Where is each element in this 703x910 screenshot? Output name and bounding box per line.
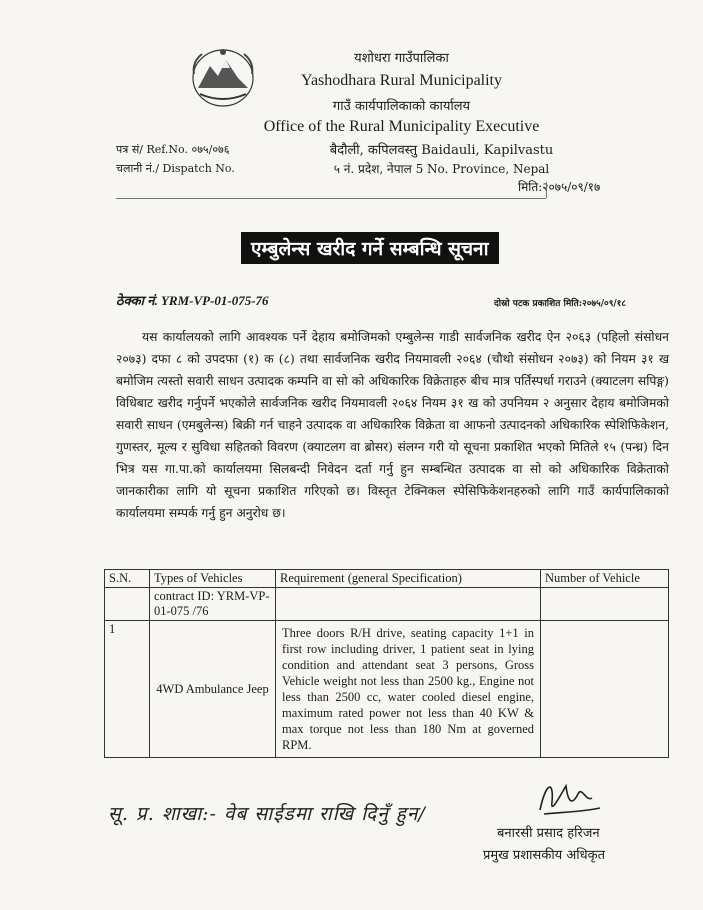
row-number [541,621,669,758]
address-line-2: ५ नं. प्रदेश, नेपाल 5 No. Province, Nepal [333,162,550,176]
header-number: Number of Vehicle [541,570,669,588]
reference-number: पत्र सं/ Ref.No. ०७५/०७६ [116,143,230,156]
header-sn: S.N. [105,570,150,588]
notice-date: मिति:२०७५/०९/१७ [518,180,601,194]
reprint-note: दोस्रो पटक प्रकाशित मिति:२०७५/०९/१८ [494,299,627,309]
vehicle-spec-table [104,569,669,758]
notice-title: एम्बुलेन्स खरीद गर्ने सम्बन्धि सूचना [241,232,499,264]
contract-number: ठेक्का नं. YRM-VP-01-075-76 [116,293,269,308]
handwritten-note: सू. प्र. शाखा:- वेब साईडमा राखि दिनुँ हुन/ [108,803,426,825]
signer-title: प्रमुख प्रशासकीय अधिकृत [483,848,606,863]
row-vehicle-type: 4WD Ambulance Jeep [150,621,276,758]
table-header-row [105,570,669,588]
contract-id-cell: contract ID: YRM-VP- 01-075 /76 [150,588,276,621]
notice-body: यस कार्यालयको लागि आवश्यक पर्ने देहाय बमोजिमको एम्बुलेन्स गाडी सार्वजनिक खरीद ऐन २०६३ (पहिलो संसोधन २०७३) दफा ८ को उपदफा (१) क (८) तथा सार्वजनिक खरीद नियमावली २०६४ (चौथो संसोधन २०७३) को नियम ३१ ख बमोजिम त्यस्तो सवारी साधन उत्पादक कम्पनि वा सो को अधिकारिक विक्रेताहरु बीच मात्र पर्तिस्पर्धा गराउने (क्याटलग सपिङ्ग) विधिबाट खरीद गर्नुपर्ने भएकोले सार्वजनिक खरीद नियमावली २०६४ नियम ३१ ख को उपनियम २ अनुसार देहाय बमोजिमको सवारी साधन (एमबुलेन्स) बिक्री गर्न चाहने उत्पादक वा अधिकारिक विक्रेता वा आफनो उत्पादनको अधिकारिक स्पेशिफिकेशन, गुणस्तर, मूल्य र सुविधा सहितको विवरण (क्याटलग वा ब्रोसर) संलग्न गरी यो सूचना प्रकाशित भएको मितिले १५ (पन्ध्र) दिन भित्र यस गा.पा.को कार्यालयमा सिलबन्दी निवेदन दर्ता गर्नु हुन सम्बन्धित उत्पादक वा सो को अधिकारिक विक्रेताको जानकारीका लागि यो सूचना प्रकाशित गरिएको छ। विस्तृत टेक्निकल स्पेसिफिकेशनहरुको लागि गाउँ कार्यपालिकाको कार्यालयमा सम्पर्क गर्नु हुन अनुरोध छ। [116,330,669,520]
municipality-name-en: Yashodhara Rural Municipality [300,72,502,89]
date-divider [546,182,547,198]
row-sn: 1 [105,621,150,758]
municipality-name-np: यशोधरा गाउँपालिका [354,51,449,66]
address-line-1: बैदौली, कपिलवस्तु Baidauli, Kapilvastu [329,143,554,158]
signer-name: बनारसी प्रसाद हरिजन [497,826,600,841]
header-divider [116,198,546,199]
table-row [105,588,669,621]
table-row [105,621,669,758]
header-requirement: Requirement (general Specification) [276,570,541,588]
signature-mark [532,772,604,822]
dispatch-number: चलानी नं./ Dispatch No. [116,162,235,175]
office-name-np: गाउँ कार्यपालिकाको कार्यालय [332,99,471,114]
row-requirement: Three doors R/H drive, seating capacity 1+1 in first row including driver, 1 patient seat in lying condition and attendant seat 3 persons, Gross Vehicle weight not less than 2500 kg., Engine not less than 2500 cc, water cooled diesel engine, maximum rated power not less than 40 KW & max torque not less than 180 Nm at governed RPM. [276,621,541,758]
header-vehicle-type: Types of Vehicles [150,570,276,588]
office-name-en: Office of the Rural Municipality Executive [263,118,540,135]
